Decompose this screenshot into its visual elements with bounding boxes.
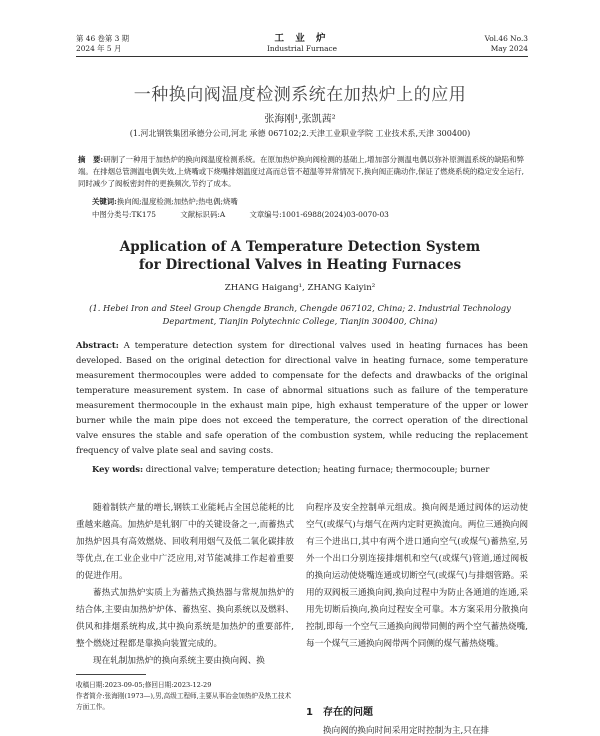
affiliation-cn: (1.河北钢铁集团承德分公司,河北 承德 067102;2.天津工业职业学院 工业技术系,天津 300400) <box>129 129 471 138</box>
footnote <box>76 680 296 713</box>
keywords-en <box>92 464 489 474</box>
body-left-column <box>76 500 294 670</box>
abstract-label-cn: 摘 要: <box>78 155 104 164</box>
body-paragraph: 现在轧制加热炉的换向系统主要由换向阀、换 <box>93 656 265 666</box>
header-center <box>76 34 528 54</box>
keywords-text-en: directional valve; temperature detection; heating furnace; thermocouple; burner <box>145 464 490 474</box>
body-paragraph: 蓄热式加热炉实质上为蓄热式换热器与常规加热炉的结合体,主要由加热炉炉体、蓄热室、换向系统以及燃料、供风和排烟系统构成,其中换向系统是加热炉的重要部件,整个燃烧过程都是靠换向装置完成的。 <box>76 588 294 649</box>
body-right-column <box>306 500 528 653</box>
abstract-text-cn: 研制了一种用于加热炉的换向阀温度检测系统。在原加热炉换向阀检测的基础上,增加部分测温电偶以弥补原测温系统的缺陷和弊端。在排烟总管测温电偶失效,上烧嘴或下烧嘴排烟温度过高而总管不超温等异常情况下,换向阀正确动作,保证了燃烧系统的稳定安全运行,同时减少了阀板密封件的更换频次,节约了成本。 <box>78 155 525 188</box>
header-rule <box>76 56 528 57</box>
authors-cn: 张海刚¹,张凯茜² <box>264 114 336 125</box>
header-right <box>485 34 528 54</box>
volume-en: Vol.46 No.3 <box>484 34 528 43</box>
body-paragraph: 换向阀的换向时间采用定时控制为主,只在排 <box>323 726 490 736</box>
title-cn: 一种换向阀温度检测系统在加热炉上的应用 <box>133 85 467 105</box>
affiliation-en-line2: Department, Tianjin Polytechnic College, Tianjin 300400, China) <box>162 316 438 326</box>
title-en-line1: Application of A Temperature Detection System <box>119 239 481 255</box>
document-code: 文献标识码:A <box>180 210 226 219</box>
affiliation-en <box>0 302 600 328</box>
date-cn: 2024 年 5 月 <box>76 44 122 53</box>
body-paragraph: 随着制铁产量的增长,钢铁工业能耗占全国总能耗的比重越来越高。加热炉是轧钢厂中的关键设备之一,而蓄热式加热炉因具有高效燃烧、回收利用烟气及低二氧化碳排放等优点,在工业企业中广泛应用,对节能减排工作起着重要的促进作用。 <box>76 503 294 581</box>
body-paragraph: 向程序及安全控制单元组成。换向阀是通过阀体的运动使空气(或煤气)与烟气在两内定时更换流向。两位三通换向阀有三个进出口,其中有两个进口通向空气(或煤气)蓄热室,另外一个出口分别连接排烟机和空气(或煤气)管道,通过阀板的换向运动使烧嘴连通或切断空气(或煤气)与排烟管路。采用的双阀板三通换向阀,换向过程中为防止各通道的连通,采用先切断后换向,换向过程安全可靠。本方案采用分散换向控制,即每一个空气三通换向阀带同侧的两个空气蓄热烧嘴,每一个煤气三通换向阀带两个同侧的煤气蓄热烧嘴。 <box>306 503 528 649</box>
keywords-label-en: Key words: <box>92 464 144 474</box>
affiliation-en-line1: (1. Hebei Iron and Steel Group Chengde Branch, Chengde 067102, China; 2. Industrial Technology <box>89 303 511 313</box>
clc-number: 中图分类号:TK175 <box>92 210 157 219</box>
footnote-rule <box>76 674 146 675</box>
keywords-cn <box>92 196 238 207</box>
classification-line <box>92 209 522 220</box>
volume-cn: 第 46 卷第 3 期 <box>76 34 130 43</box>
date-en: May 2024 <box>490 44 528 53</box>
keywords-label-cn: 关键词: <box>92 197 117 206</box>
article-number: 文章编号:1001-6988(2024)03-0070-03 <box>249 210 389 219</box>
abstract-en <box>76 338 528 458</box>
title-en-line2: for Directional Valves in Heating Furnaces <box>138 257 462 273</box>
journal-name-en: Industrial Furnace <box>266 44 338 53</box>
abstract-text-en: A temperature detection system for directional valves used in heating furnaces has been developed. Based on the original detection for directional valve in heating furnace, some temperature measurement thermocouples were added to compensate for the defects and drawbacks of the original temperature measurement system. In case of abnormal situations such as failure of the temperature measurement thermocouple in the exhaust main pipe, high exhaust temperature of the upper or lower burner while the main pipe does not exceed the temperature, the correct operation of the directional valve ensures the stable and safe operation of the combustion system, while reducing the replacement frequency of valve plate seal and saving costs. <box>76 340 528 455</box>
received-date: 收稿日期:2023-09-05;修回日期:2023-12-29 <box>76 681 212 689</box>
title-en <box>0 238 600 274</box>
keywords-text-cn: 换向阀;温度检测;加热炉;热电偶;烧嘴 <box>116 197 238 206</box>
author-bio: 作者简介:张海刚(1973—),男,高级工程师,主要从事冶金加热炉及热工技术方面工作。 <box>76 692 292 711</box>
section-number: 1 <box>306 707 313 718</box>
abstract-cn <box>78 154 524 190</box>
abstract-label-en: Abstract: <box>76 340 119 350</box>
journal-name-cn: 工 业 炉 <box>274 33 330 44</box>
authors-en: ZHANG Haigang¹, ZHANG Kaiyin² <box>224 283 376 293</box>
section-heading <box>306 703 373 718</box>
section-title: 存在的问题 <box>322 707 373 718</box>
